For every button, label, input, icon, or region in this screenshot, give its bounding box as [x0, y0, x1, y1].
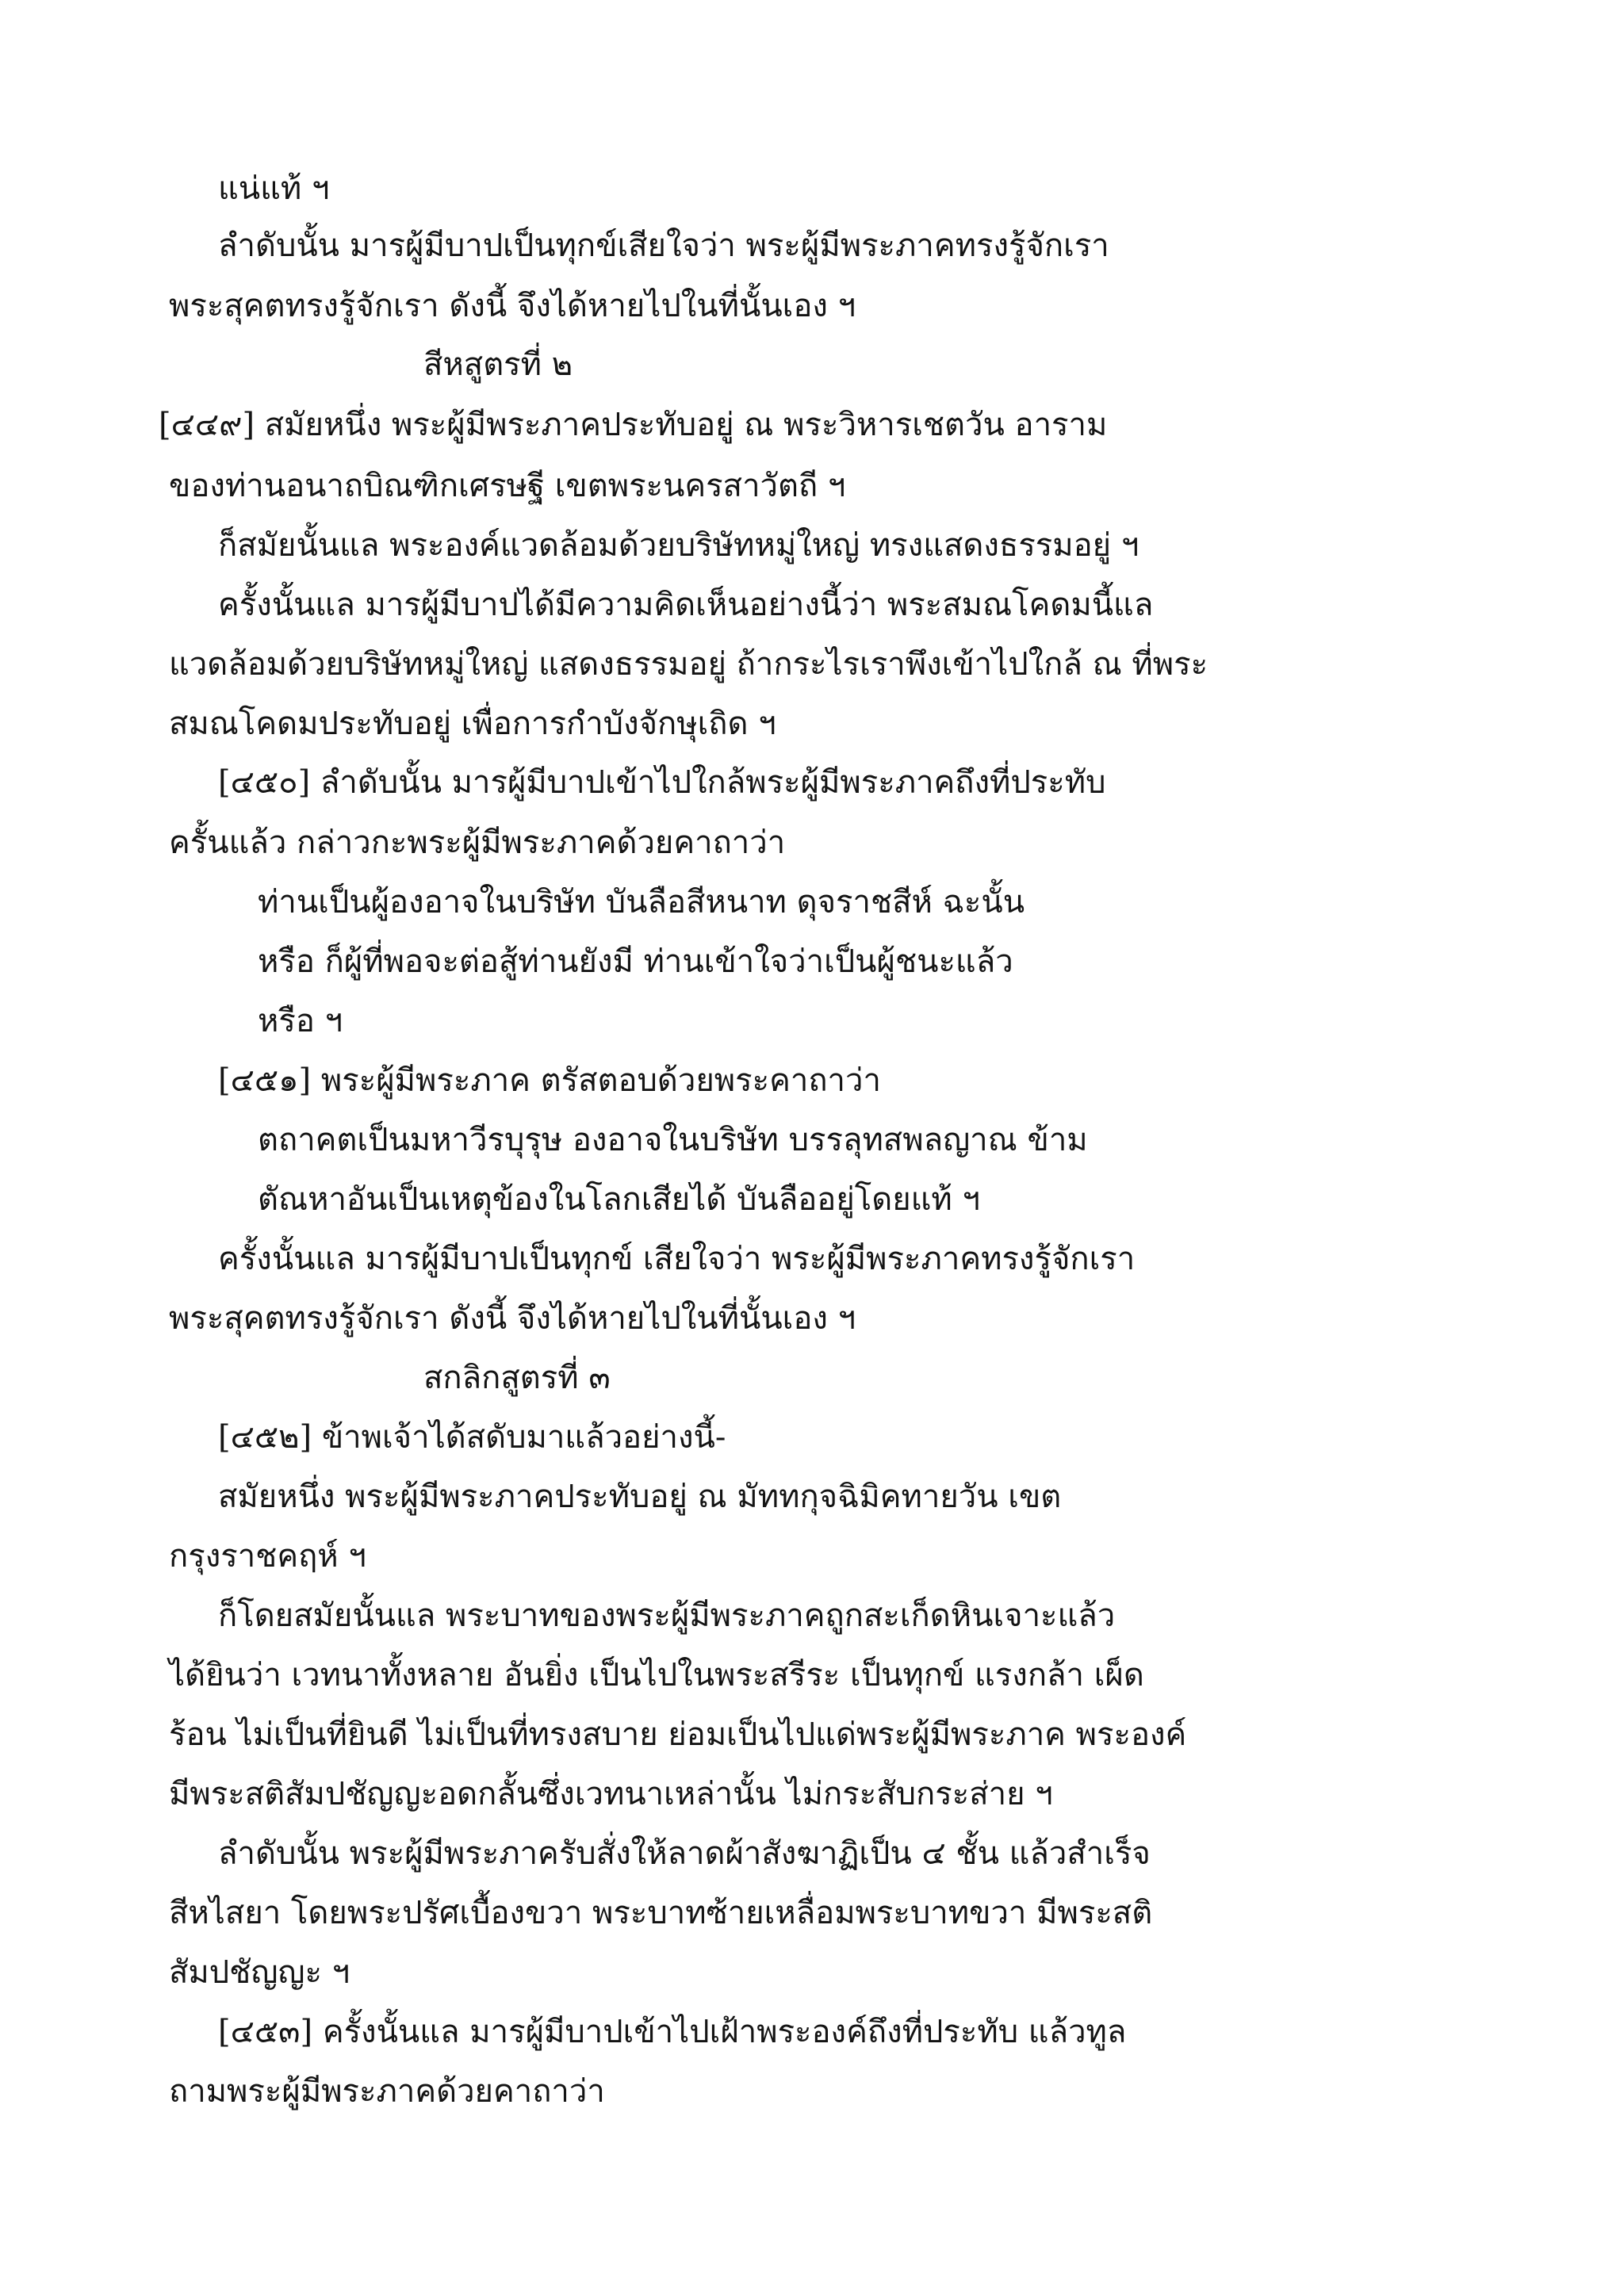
text-line: ร้อน ไม่เป็นที่ยินดี ไม่เป็นที่ทรงสบาย ย่อมเป็นไปแด่พระผู้มีพระภาค พระองค์ [169, 1716, 1187, 1753]
text-line: [๔๕๒] ข้าพเจ้าได้สดับมาแล้วอย่างนี้- [218, 1419, 726, 1456]
text-line: มีพระสติสัมปชัญญะอดกลั้นซึ่งเวทนาเหล่านั้น ไม่กระสับกระส่าย ฯ [169, 1776, 1053, 1812]
text-line: แวดล้อมด้วยบริษัทหมู่ใหญ่ แสดงธรรมอยู่ ถ้ากระไรเราพึงเข้าไปใกล้ ณ ที่พระ [169, 646, 1208, 683]
verse-line: หรือ ฯ [258, 1003, 343, 1039]
text-line: สมัยหนึ่ง พระผู้มีพระภาคประทับอยู่ ณ มัททกุจฉิมิคทายวัน เขต [218, 1479, 1062, 1515]
verse-line: ตัณหาอันเป็นเหตุข้องในโลกเสียได้ บันลืออยู่โดยแท้ ฯ [258, 1181, 980, 1218]
text-line: ก็โดยสมัยนั้นแล พระบาทของพระผู้มีพระภาคถูกสะเก็ดหินเจาะแล้ว [218, 1598, 1116, 1634]
text-line: [๔๕๐] ลำดับนั้น มารผู้มีบาปเข้าไปใกล้พระผู้มีพระภาคถึงที่ประทับ [218, 764, 1106, 801]
section-heading: สีหสูตรที่ ๒ [423, 346, 573, 383]
text-line: กรุงราชคฤห์ ฯ [169, 1538, 366, 1575]
text-line: สีหไสยา โดยพระปรัศเบื้องขวา พระบาทซ้ายเหลื่อมพระบาทขวา มีพระสติ [169, 1895, 1153, 1931]
text-line: ครั้งนั้นแล มารผู้มีบาปได้มีความคิดเห็นอย่างนี้ว่า พระสมณโคดมนี้แล [218, 587, 1154, 623]
text-line: ครั้งนั้นแล มารผู้มีบาปเป็นทุกข์ เสียใจว่า พระผู้มีพระภาคทรงรู้จักเรา [218, 1241, 1136, 1277]
text-line: ของท่านอนาถบิณฑิกเศรษฐี เขตพระนครสาวัตถี ฯ [169, 468, 846, 504]
text-line: พระสุคตทรงรู้จักเรา ดังนี้ จึงได้หายไปในที่นั้นเอง ฯ [169, 1300, 856, 1337]
text-line: พระสุคตทรงรู้จักเรา ดังนี้ จึงได้หายไปในที่นั้นเอง ฯ [169, 288, 856, 324]
text-line: ลำดับนั้น มารผู้มีบาปเป็นทุกข์เสียใจว่า พระผู้มีพระภาคทรงรู้จักเรา [218, 228, 1109, 264]
text-line: [๔๕๓] ครั้งนั้นแล มารผู้มีบาปเข้าไปเฝ้าพระองค์ถึงที่ประทับ แล้วทูล [218, 2014, 1127, 2050]
verse-line: หรือ ก็ผู้ที่พอจะต่อสู้ท่านยังมี ท่านเข้าใจว่าเป็นผู้ชนะแล้ว [258, 943, 1013, 980]
text-line: สัมปชัญญะ ฯ [169, 1954, 350, 1991]
text-line: แน่แท้ ฯ [218, 170, 330, 207]
text-line: [๔๕๑] พระผู้มีพระภาค ตรัสตอบด้วยพระคาถาว่า [218, 1062, 881, 1099]
text-line: ลำดับนั้น พระผู้มีพระภาครับสั่งให้ลาดผ้าสังฆาฏิเป็น ๔ ชั้น แล้วสำเร็จ [218, 1835, 1151, 1872]
verse-line: ท่านเป็นผู้องอาจในบริษัท บันลือสีหนาท ดุจราชสีห์ ฉะนั้น [258, 884, 1025, 920]
text-line: [๔๔๙] สมัยหนึ่ง พระผู้มีพระภาคประทับอยู่ ณ พระวิหารเชตวัน อาราม [159, 407, 1108, 443]
section-heading: สกลิกสูตรที่ ๓ [423, 1360, 611, 1396]
text-line: สมณโคดมประทับอยู่ เพื่อการกำบังจักษุเถิด ฯ [169, 706, 776, 742]
verse-line: ตถาคตเป็นมหาวีรบุรุษ องอาจในบริษัท บรรลุทสพลญาณ ข้าม [258, 1122, 1088, 1158]
text-line: ถามพระผู้มีพระภาคด้วยคาถาว่า [169, 2073, 605, 2110]
text-line: ได้ยินว่า เวทนาทั้งหลาย อันยิ่ง เป็นไปในพระสรีระ เป็นทุกข์ แรงกล้า เผ็ด [169, 1657, 1144, 1693]
text-line: ก็สมัยนั้นแล พระองค์แวดล้อมด้วยบริษัทหมู่ใหญ่ ทรงแสดงธรรมอยู่ ฯ [218, 527, 1139, 564]
text-line: ครั้นแล้ว กล่าวกะพระผู้มีพระภาคด้วยคาถาว่า [169, 825, 786, 861]
